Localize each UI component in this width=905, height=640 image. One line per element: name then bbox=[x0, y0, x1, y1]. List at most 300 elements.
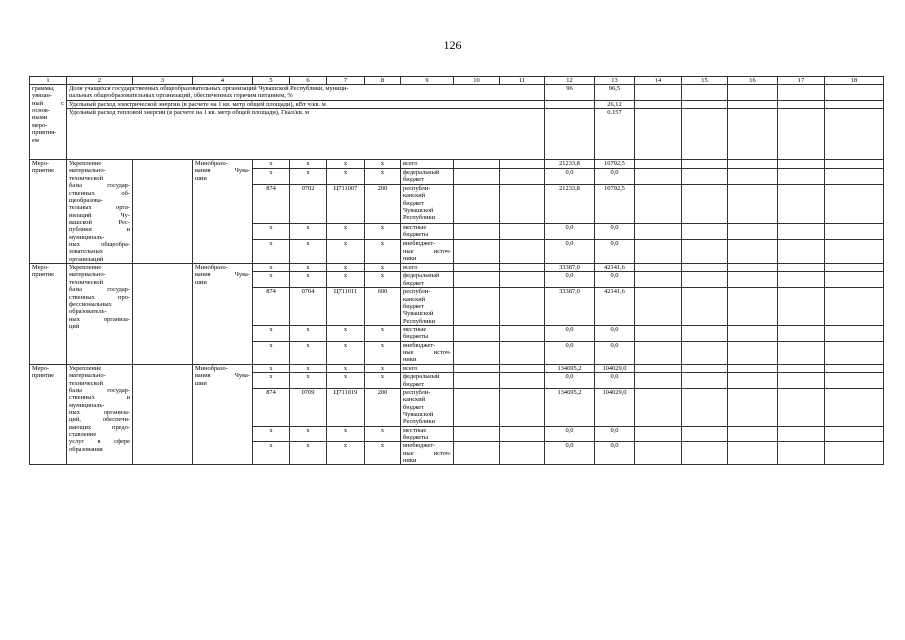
budget-code-c6: x bbox=[290, 264, 327, 272]
empty-cell bbox=[635, 325, 682, 341]
empty-cell bbox=[500, 160, 545, 169]
budget-code-c5: 874 bbox=[253, 388, 290, 426]
empty-cell bbox=[825, 325, 884, 341]
empty-cell bbox=[682, 168, 728, 184]
text-line: Чувашской bbox=[403, 310, 434, 318]
empty-cell bbox=[454, 223, 500, 239]
budget-code-c8: x bbox=[365, 272, 401, 288]
text-line: основ- bbox=[32, 107, 50, 115]
empty-cell bbox=[778, 160, 825, 169]
executor-cell bbox=[193, 264, 253, 365]
text-line: Чувашской bbox=[403, 207, 434, 215]
text-line: Укрепление bbox=[69, 364, 102, 372]
funding-source bbox=[401, 160, 454, 169]
empty-cell bbox=[500, 373, 545, 389]
text-line: образователь- bbox=[69, 308, 107, 316]
indicator-value-2019 bbox=[545, 100, 595, 108]
text-line: технической bbox=[69, 278, 104, 286]
budget-code-c8: x bbox=[365, 341, 401, 364]
empty-cell bbox=[682, 442, 728, 465]
budget-code-c6: x bbox=[290, 223, 327, 239]
text-line: приятие bbox=[32, 372, 55, 380]
text-line: меро- bbox=[32, 121, 48, 129]
text-line: базы государ- bbox=[69, 182, 130, 190]
empty-cell bbox=[635, 388, 682, 426]
empty-cell bbox=[500, 184, 545, 223]
text-line: публики и bbox=[69, 226, 130, 234]
empty-cell bbox=[825, 160, 884, 169]
budget-code-c6: x bbox=[290, 240, 327, 264]
text-line: ций bbox=[69, 322, 80, 330]
empty-cell bbox=[728, 264, 778, 272]
empty-cell bbox=[454, 264, 500, 272]
text-line: технической bbox=[69, 379, 104, 387]
funding-source bbox=[401, 341, 454, 364]
value-2020: 0,0 bbox=[595, 442, 635, 465]
value-2020: 42141,6 bbox=[595, 264, 635, 272]
empty-cell bbox=[825, 100, 884, 108]
funding-source bbox=[401, 288, 454, 326]
value-2019: 33387,0 bbox=[545, 288, 595, 326]
empty-cell bbox=[682, 100, 728, 108]
header-row bbox=[30, 77, 884, 85]
text-line: ники bbox=[403, 356, 417, 364]
empty-cell bbox=[454, 388, 500, 426]
indicator-value-2020: 26,12 bbox=[595, 100, 635, 108]
text-line: ные источ- bbox=[403, 449, 451, 457]
text-line: ственных об- bbox=[69, 189, 130, 197]
value-2019: 0,0 bbox=[545, 442, 595, 465]
empty-cell bbox=[778, 168, 825, 184]
header-cell: 17 bbox=[778, 77, 825, 85]
value-2020: 0,0 bbox=[595, 168, 635, 184]
empty-cell bbox=[682, 325, 728, 341]
executor-cell bbox=[193, 160, 253, 264]
funding-source bbox=[401, 223, 454, 239]
empty-cell bbox=[454, 168, 500, 184]
text-line: всего bbox=[403, 364, 418, 372]
empty-cell bbox=[454, 341, 500, 364]
empty-cell bbox=[825, 272, 884, 288]
text-line: канский bbox=[403, 295, 426, 303]
empty-cell bbox=[825, 184, 884, 223]
budget-code-c8: x bbox=[365, 168, 401, 184]
budget-code-c6: 0702 bbox=[290, 184, 327, 223]
text-line: Минобразо- bbox=[195, 264, 228, 272]
empty-cell bbox=[500, 341, 545, 364]
text-line: федеральный bbox=[403, 272, 440, 280]
empty-cell bbox=[728, 168, 778, 184]
header-cell: 1 bbox=[30, 77, 67, 85]
text-line: ный с bbox=[32, 99, 64, 107]
empty-cell bbox=[682, 264, 728, 272]
budget-code-c5: x bbox=[253, 341, 290, 364]
empty-cell bbox=[635, 426, 682, 442]
budget-code-c8: x bbox=[365, 223, 401, 239]
budget-code-c6: x bbox=[290, 341, 327, 364]
funding-source bbox=[401, 240, 454, 264]
empty-cell bbox=[682, 240, 728, 264]
empty-cell bbox=[778, 109, 825, 160]
text-line: приятие bbox=[32, 167, 55, 175]
empty-cell bbox=[728, 160, 778, 169]
empty-cell bbox=[728, 85, 778, 101]
text-line: ем bbox=[32, 136, 39, 144]
indicator-value-2020: 0.157 bbox=[595, 109, 635, 160]
empty-cell bbox=[454, 184, 500, 223]
budget-code-c5: x bbox=[253, 223, 290, 239]
budget-code-c6: x bbox=[290, 325, 327, 341]
budget-code-c7: x bbox=[327, 426, 365, 442]
text-line: канский bbox=[403, 192, 426, 200]
indicator-value-2020: 96,5 bbox=[595, 85, 635, 101]
empty-cell bbox=[682, 223, 728, 239]
text-line: республи- bbox=[403, 184, 431, 192]
text-line: Укрепление bbox=[69, 264, 102, 272]
empty-cell bbox=[500, 223, 545, 239]
budget-code-c5: x bbox=[253, 442, 290, 465]
text-line: ники bbox=[403, 457, 417, 465]
text-line: ных организа- bbox=[69, 315, 130, 323]
indicator-text bbox=[67, 109, 545, 160]
text-line: бюджет bbox=[403, 176, 424, 184]
text-line: бюджеты bbox=[403, 333, 429, 341]
indicator-row bbox=[30, 109, 884, 160]
budget-code-c7: x bbox=[327, 272, 365, 288]
value-2020: 0,0 bbox=[595, 272, 635, 288]
empty-cell bbox=[778, 272, 825, 288]
empty-cell bbox=[778, 184, 825, 223]
text-line: Меро- bbox=[32, 364, 49, 372]
empty-cell bbox=[454, 364, 500, 372]
empty-cell bbox=[682, 109, 728, 160]
empty-cell bbox=[778, 223, 825, 239]
empty-cell bbox=[682, 388, 728, 426]
empty-cell bbox=[778, 364, 825, 372]
value-2020: 104029,0 bbox=[595, 388, 635, 426]
value-2019: 0,0 bbox=[545, 240, 595, 264]
value-2019: 0,0 bbox=[545, 373, 595, 389]
value-2020: 0,0 bbox=[595, 325, 635, 341]
text-line: местные bbox=[403, 426, 427, 434]
text-line: внебюджет- bbox=[403, 341, 436, 349]
funding-source bbox=[401, 364, 454, 372]
text-line: муниципаль- bbox=[69, 401, 105, 409]
header-cell: 12 bbox=[545, 77, 595, 85]
empty-cell bbox=[454, 426, 500, 442]
text-line: ных общеобра- bbox=[69, 241, 130, 249]
empty-cell bbox=[500, 388, 545, 426]
budget-code-c7: x bbox=[327, 223, 365, 239]
text-line: федеральный bbox=[403, 168, 440, 176]
empty-cell bbox=[682, 364, 728, 372]
empty-cell bbox=[825, 373, 884, 389]
text-line: материально- bbox=[69, 167, 106, 175]
text-line: Доля учащихся государственных общеобразовательных организаций Чувашской Республики, муници- bbox=[69, 85, 349, 92]
value-2019: 0,0 bbox=[545, 168, 595, 184]
empty-cell bbox=[635, 100, 682, 108]
budget-code-c7: x bbox=[327, 240, 365, 264]
budget-code-c7: x bbox=[327, 264, 365, 272]
budget-code-c5: 874 bbox=[253, 184, 290, 223]
header-cell: 18 bbox=[825, 77, 884, 85]
value-2020: 0,0 bbox=[595, 341, 635, 364]
header-cell: 10 bbox=[454, 77, 500, 85]
text-line: вания Чува- bbox=[195, 167, 250, 175]
empty-cell bbox=[728, 373, 778, 389]
text-line: вающих предо- bbox=[69, 423, 130, 431]
empty-cell bbox=[825, 109, 884, 160]
text-line: Удельный расход тепловой энергии (в расчете на 1 кв. метр общей площади), Гкал/кв. м bbox=[69, 109, 309, 117]
text-line: вания Чува- bbox=[195, 271, 250, 279]
empty-cell bbox=[500, 325, 545, 341]
event-name-cell bbox=[67, 264, 133, 365]
empty-cell bbox=[825, 364, 884, 372]
budget-code-c8: x bbox=[365, 364, 401, 372]
empty-cell bbox=[778, 341, 825, 364]
funding-source bbox=[401, 325, 454, 341]
text-line: ственных про- bbox=[69, 293, 130, 301]
text-line: всего bbox=[403, 264, 418, 272]
text-line: материально- bbox=[69, 372, 106, 380]
budget-code-c8: x bbox=[365, 264, 401, 272]
empty-cell bbox=[728, 240, 778, 264]
budget-code-c6: x bbox=[290, 160, 327, 169]
header-cell: 2 bbox=[67, 77, 133, 85]
empty-cell bbox=[728, 223, 778, 239]
empty-cell bbox=[635, 160, 682, 169]
budget-code-c6: 0709 bbox=[290, 388, 327, 426]
budget-code-c7: x bbox=[327, 168, 365, 184]
empty-cell bbox=[728, 426, 778, 442]
text-line: бюджет bbox=[403, 380, 424, 388]
empty-cell bbox=[682, 426, 728, 442]
empty-cell bbox=[454, 442, 500, 465]
empty-cell bbox=[635, 168, 682, 184]
text-line: ные источ- bbox=[403, 247, 451, 255]
text-line: федеральный bbox=[403, 373, 440, 381]
budget-code-c5: x bbox=[253, 325, 290, 341]
empty-cell bbox=[454, 240, 500, 264]
empty-cell bbox=[825, 264, 884, 272]
value-2019: 21233,8 bbox=[545, 184, 595, 223]
empty-cell bbox=[635, 373, 682, 389]
budget-code-c8: x bbox=[365, 240, 401, 264]
value-2020: 10792,5 bbox=[595, 184, 635, 223]
text-line: внебюджет- bbox=[403, 240, 436, 248]
empty-cell bbox=[500, 272, 545, 288]
text-line: бюджеты bbox=[403, 434, 429, 442]
empty-cell bbox=[133, 160, 193, 264]
empty-cell bbox=[825, 223, 884, 239]
empty-cell bbox=[778, 426, 825, 442]
text-line: ственных и bbox=[69, 394, 130, 402]
empty-cell bbox=[454, 288, 500, 326]
funding-row bbox=[30, 364, 884, 372]
empty-cell bbox=[635, 85, 682, 101]
header-cell: 5 bbox=[253, 77, 290, 85]
text-line: услуг в сфере bbox=[69, 438, 130, 446]
event-name-cell bbox=[67, 364, 133, 465]
text-line: Меро- bbox=[32, 264, 49, 272]
budget-code-c5: x bbox=[253, 373, 290, 389]
indicator-value-2019: 96 bbox=[545, 85, 595, 101]
budget-code-c6: x bbox=[290, 364, 327, 372]
value-2019: 21233,8 bbox=[545, 160, 595, 169]
text-line: ных организа- bbox=[69, 408, 130, 416]
text-line: Республики bbox=[403, 214, 436, 222]
funding-source bbox=[401, 264, 454, 272]
budget-code-c8: x bbox=[365, 426, 401, 442]
indicator-row bbox=[30, 85, 884, 101]
event-name-cell bbox=[67, 160, 133, 264]
empty-cell bbox=[635, 264, 682, 272]
text-line: бюджет bbox=[403, 199, 424, 207]
empty-cell bbox=[500, 264, 545, 272]
empty-cell bbox=[454, 325, 500, 341]
empty-cell bbox=[635, 240, 682, 264]
text-line: шии bbox=[195, 174, 207, 182]
text-line: фессиональных bbox=[69, 300, 112, 308]
value-2019: 0,0 bbox=[545, 426, 595, 442]
empty-cell bbox=[825, 388, 884, 426]
budget-code-c5: x bbox=[253, 160, 290, 169]
empty-cell bbox=[682, 373, 728, 389]
empty-cell bbox=[635, 223, 682, 239]
text-line: базы государ- bbox=[69, 286, 130, 294]
funding-source bbox=[401, 388, 454, 426]
text-line: Республики bbox=[403, 317, 436, 325]
funding-source bbox=[401, 442, 454, 465]
empty-cell bbox=[778, 288, 825, 326]
empty-cell bbox=[500, 442, 545, 465]
text-line: технической bbox=[69, 174, 104, 182]
text-line: муниципаль- bbox=[69, 233, 105, 241]
text-line: приятия- bbox=[32, 129, 57, 137]
indicator-value-2019 bbox=[545, 109, 595, 160]
empty-cell bbox=[728, 100, 778, 108]
budget-code-c8: x bbox=[365, 325, 401, 341]
text-line: бюджет bbox=[403, 302, 424, 310]
value-2019: 33387,0 bbox=[545, 264, 595, 272]
empty-cell bbox=[778, 325, 825, 341]
empty-cell bbox=[500, 364, 545, 372]
empty-cell bbox=[778, 85, 825, 101]
header-cell: 16 bbox=[728, 77, 778, 85]
text-line: базы государ- bbox=[69, 386, 130, 394]
value-2019: 0,0 bbox=[545, 341, 595, 364]
text-line: ные источ- bbox=[403, 349, 451, 357]
budget-code-c8: x bbox=[365, 442, 401, 465]
text-line: вания Чува- bbox=[195, 372, 250, 380]
text-line: канский bbox=[403, 396, 426, 404]
header-cell: 3 bbox=[133, 77, 193, 85]
text-line: тельных орга- bbox=[69, 204, 130, 212]
text-line: республи- bbox=[403, 388, 431, 396]
value-2020: 0,0 bbox=[595, 223, 635, 239]
value-2020: 42141,6 bbox=[595, 288, 635, 326]
header-cell: 15 bbox=[682, 77, 728, 85]
header-cell: 6 bbox=[290, 77, 327, 85]
budget-code-c7: x bbox=[327, 373, 365, 389]
funding-source bbox=[401, 373, 454, 389]
empty-cell bbox=[133, 264, 193, 365]
text-line: шии bbox=[195, 379, 207, 387]
funding-source bbox=[401, 426, 454, 442]
text-line: Минобразо- bbox=[195, 364, 228, 372]
empty-cell bbox=[454, 373, 500, 389]
empty-cell bbox=[728, 184, 778, 223]
funding-row bbox=[30, 160, 884, 169]
budget-code-c5: x bbox=[253, 168, 290, 184]
empty-cell bbox=[825, 426, 884, 442]
empty-cell bbox=[728, 341, 778, 364]
budget-code-c6: 0704 bbox=[290, 288, 327, 326]
text-line: ций, обеспечи- bbox=[69, 416, 130, 424]
empty-cell bbox=[682, 341, 728, 364]
empty-cell bbox=[778, 240, 825, 264]
text-line: приятие bbox=[32, 271, 55, 279]
budget-code-c5: x bbox=[253, 264, 290, 272]
budget-code-c6: x bbox=[290, 442, 327, 465]
indicator-row bbox=[30, 100, 884, 108]
empty-cell bbox=[728, 364, 778, 372]
text-line: увязан- bbox=[32, 92, 52, 100]
empty-cell bbox=[500, 288, 545, 326]
header-cell: 4 bbox=[193, 77, 253, 85]
empty-cell bbox=[778, 100, 825, 108]
text-line: ставление bbox=[69, 431, 97, 439]
budget-code-c6: x bbox=[290, 373, 327, 389]
funding-source bbox=[401, 168, 454, 184]
text-line: Республики bbox=[403, 418, 436, 426]
empty-cell bbox=[825, 341, 884, 364]
funding-source bbox=[401, 184, 454, 223]
text-line: вашской Рес- bbox=[69, 218, 130, 226]
event-type-cell bbox=[30, 264, 67, 365]
empty-cell bbox=[635, 272, 682, 288]
empty-cell bbox=[825, 442, 884, 465]
budget-code-c5: 874 bbox=[253, 288, 290, 326]
text-line: образования bbox=[69, 445, 103, 453]
header-cell: 13 bbox=[595, 77, 635, 85]
empty-cell bbox=[682, 184, 728, 223]
program-link-cell bbox=[30, 85, 67, 160]
text-line: шии bbox=[195, 278, 207, 286]
text-line: бюджет bbox=[403, 279, 424, 287]
value-2019: 134695,2 bbox=[545, 388, 595, 426]
empty-cell bbox=[728, 325, 778, 341]
indicator-text bbox=[67, 85, 545, 101]
text-line: пальных общеобразовательных организаций, обеспеченных горячим питанием, % bbox=[69, 92, 293, 100]
value-2019: 134695,2 bbox=[545, 364, 595, 372]
header-cell: 8 bbox=[365, 77, 401, 85]
budget-code-c7: x bbox=[327, 364, 365, 372]
text-line: материально- bbox=[69, 271, 106, 279]
empty-cell bbox=[825, 288, 884, 326]
empty-cell bbox=[778, 442, 825, 465]
funding-row bbox=[30, 264, 884, 272]
empty-cell bbox=[728, 388, 778, 426]
budget-code-c7: Ц711007 bbox=[327, 184, 365, 223]
header-cell: 14 bbox=[635, 77, 682, 85]
executor-cell bbox=[193, 364, 253, 465]
budget-code-c7: x bbox=[327, 442, 365, 465]
text-line: ники bbox=[403, 254, 417, 262]
text-line: бюджет bbox=[403, 403, 424, 411]
budget-code-c5: x bbox=[253, 240, 290, 264]
empty-cell bbox=[454, 272, 500, 288]
